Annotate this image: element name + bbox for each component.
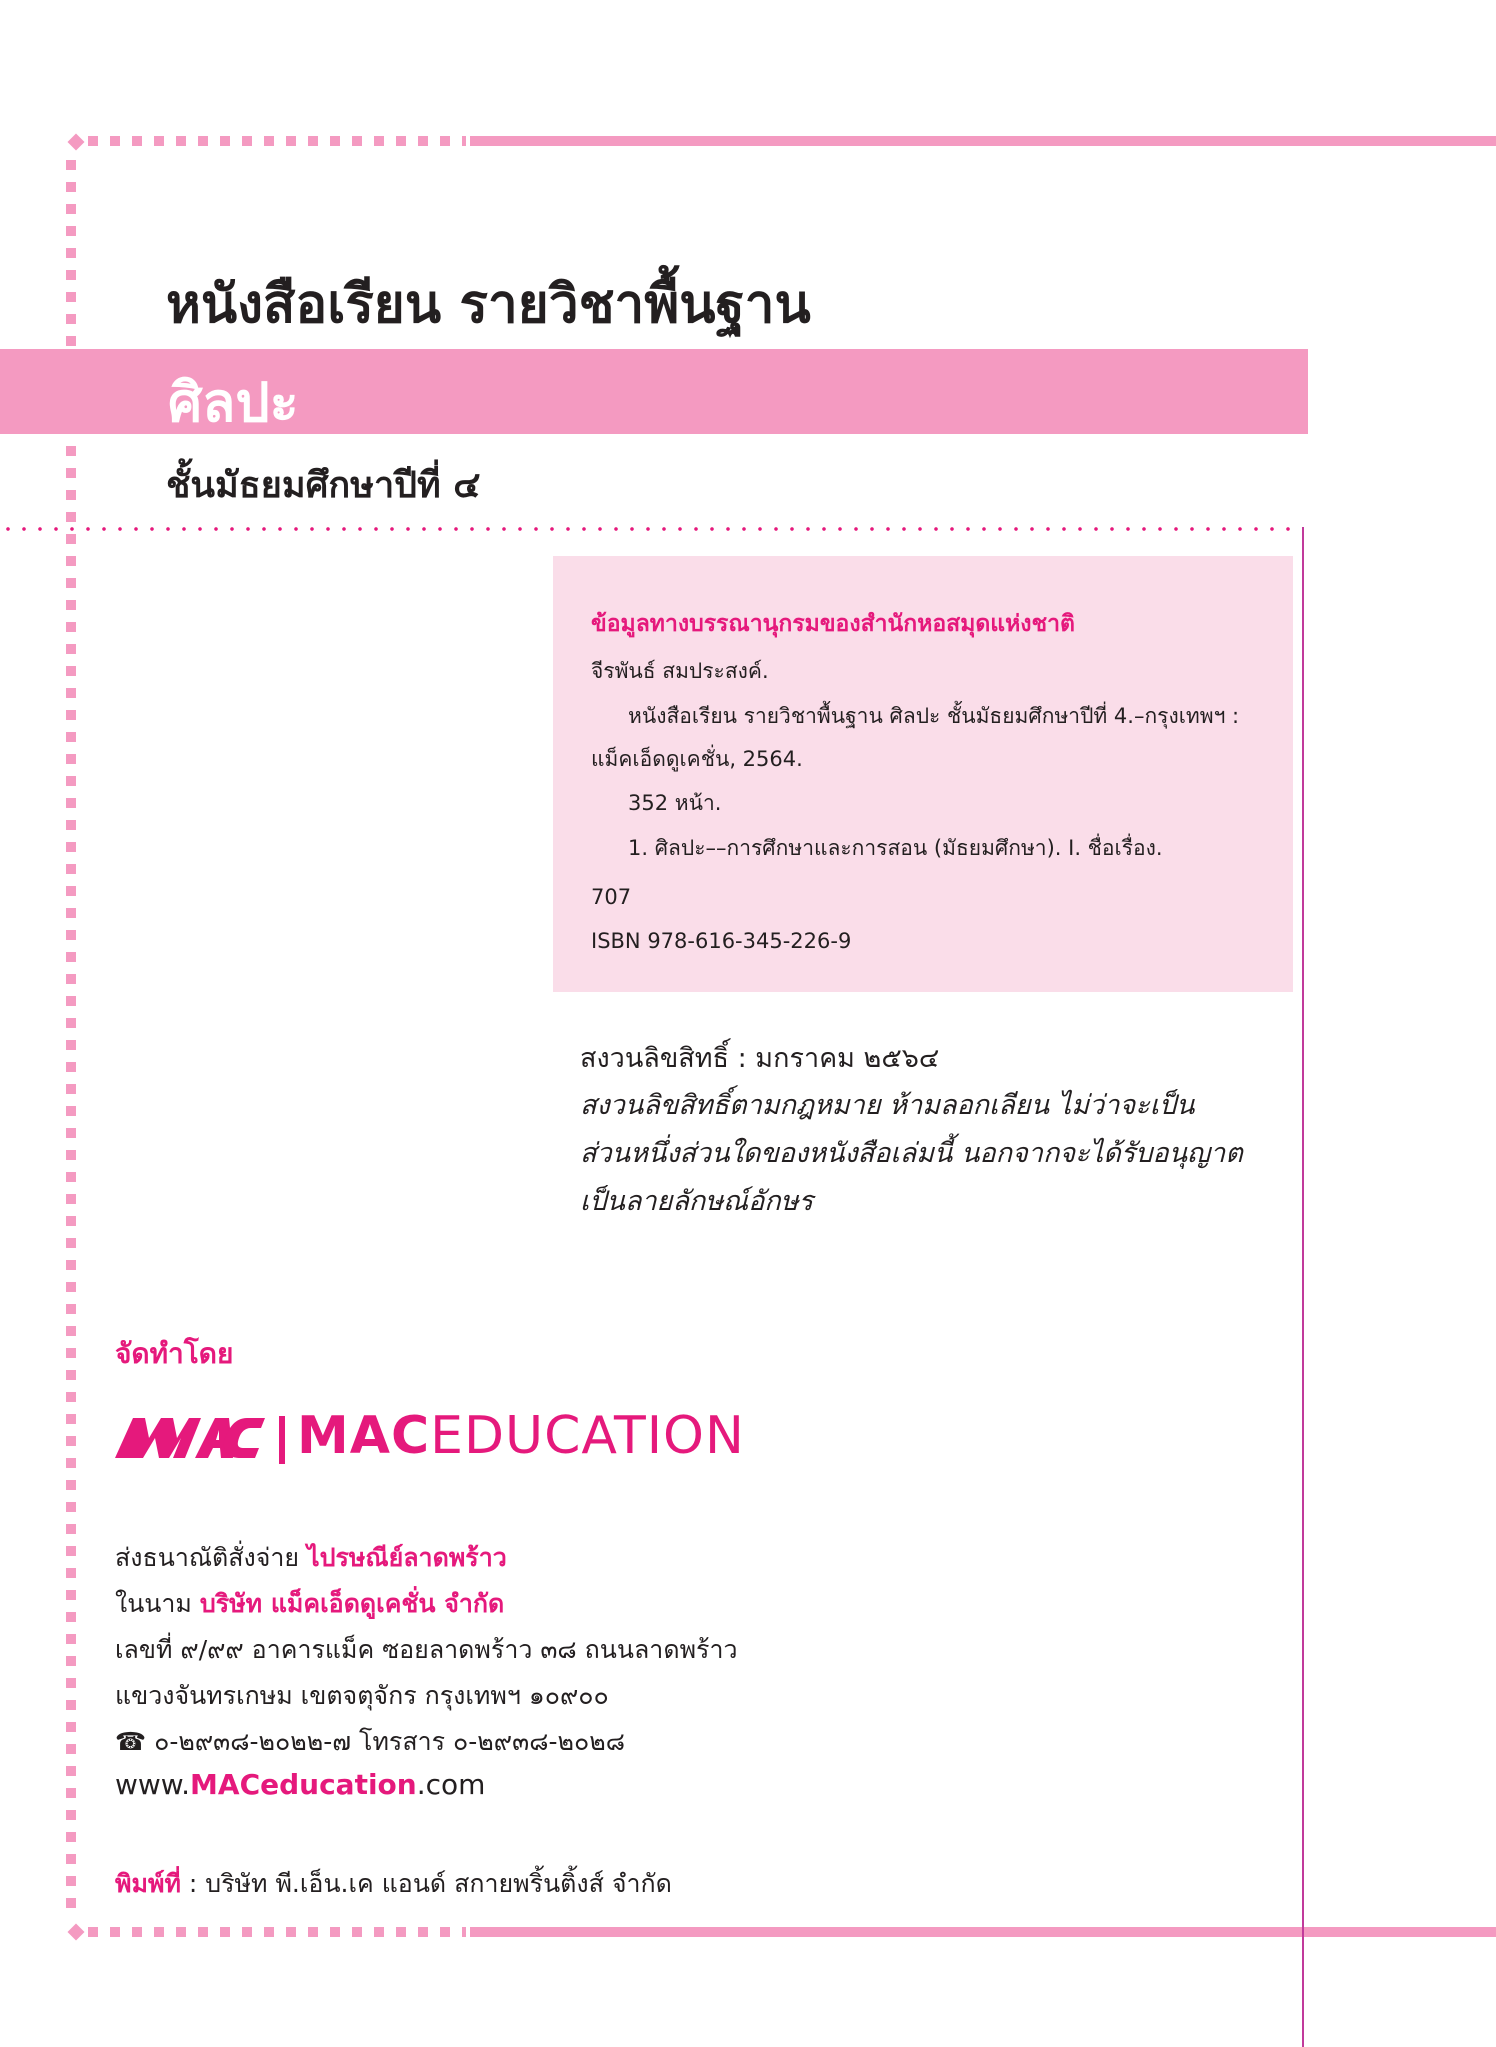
frame-corner-top <box>68 134 85 151</box>
frame-top-dashes <box>88 136 466 146</box>
address-line-1: เลขที่ ๙/๙๙ อาคารแม็ค ซอยลาดพร้าว ๓๘ ถนนลาดพร้าว <box>115 1635 738 1664</box>
cip-title-line-1: หนังสือเรียน รายวิชาพื้นฐาน ศิลปะ ชั้นมัธยมศึกษาปีที่ 4.–กรุงเทพฯ : <box>628 704 1240 728</box>
copyright-notice-1: สงวนลิขสิทธิ์ตามกฎหมาย ห้ามลอกเลียน ไม่ว่าจะเป็น <box>580 1090 1195 1121</box>
website-brand: MACeducation <box>190 1768 417 1801</box>
cip-subject: 1. ศิลปะ––การศึกษาและการสอน (มัธยมศึกษา). I. ชื่อเรื่อง. <box>628 836 1163 860</box>
printer-name: บริษัท พี.เอ็น.เค แอนด์ สกายพริ้นติ้งส์ จำกัด <box>205 1869 672 1898</box>
printer-line <box>115 1864 672 1904</box>
payee-prefix: ในนาม <box>115 1589 192 1618</box>
printer-separator: : <box>180 1869 206 1898</box>
cip-pages: 352 หน้า. <box>628 791 722 815</box>
logo-education-text: EDUCATION <box>430 1406 745 1466</box>
frame-corner-bottom <box>68 1924 85 1941</box>
cip-author: จีรพันธ์ สมประสงค์. <box>591 659 769 683</box>
printer-label: พิมพ์ที่ <box>115 1869 181 1898</box>
cip-class-number: 707 <box>591 885 632 909</box>
phone-icon: ☎ <box>115 1727 147 1756</box>
cip-heading: ข้อมูลทางบรรณานุกรมของสำนักหอสมุดแห่งชาติ <box>591 611 1075 637</box>
frame-top-line <box>470 136 1496 146</box>
copyright-notice-3: เป็นลายลักษณ์อักษร <box>580 1186 813 1217</box>
payee-name: บริษัท แม็คเอ็ดดูเคชั่น จำกัด <box>199 1589 505 1618</box>
website-prefix: www. <box>115 1768 191 1801</box>
money-order-line <box>115 1538 507 1578</box>
logo-wordmark <box>297 1406 745 1466</box>
producer-label: จัดทำโดย <box>115 1337 234 1370</box>
address-line-2: แขวงจันทรเกษม เขตจตุจักร กรุงเทพฯ ๑๐๙๐๐ <box>115 1681 609 1710</box>
money-order-office: ไปรษณีย์ลาดพร้าว <box>307 1543 507 1572</box>
cip-isbn: ISBN 978-616-345-226-9 <box>591 929 852 953</box>
subject-title: ศิลปะ <box>168 371 299 434</box>
phone-numbers: ๐-๒๙๓๘-๒๐๒๒-๗ โทรสาร ๐-๒๙๓๘-๒๐๒๘ <box>154 1727 626 1756</box>
logo-mac-text: MAC <box>297 1406 431 1466</box>
logo-divider <box>279 1416 285 1464</box>
payee-line <box>115 1584 504 1624</box>
phone-line <box>115 1722 625 1762</box>
right-rule <box>1302 527 1304 2047</box>
mac-education-logo <box>115 1402 765 1472</box>
cip-title-line-2: แม็คเอ็ดดูเคชั่น, 2564. <box>591 747 803 771</box>
mac-logo-icon <box>115 1414 267 1460</box>
copyright-date: สงวนลิขสิทธิ์ : มกราคม ๒๕๖๔ <box>580 1043 940 1074</box>
grade-level: ชั้นมัธยมศึกษาปีที่ ๔ <box>166 465 481 506</box>
website-url[interactable] <box>115 1768 485 1801</box>
frame-bottom-line <box>470 1927 1496 1937</box>
dotted-divider <box>0 527 1304 531</box>
frame-bottom-dashes <box>88 1927 466 1937</box>
copyright-notice-2: ส่วนหนึ่งส่วนใดของหนังสือเล่มนี้ นอกจากจะได้รับอนุญาต <box>580 1138 1243 1169</box>
book-title: หนังสือเรียน รายวิชาพื้นฐาน <box>166 274 811 335</box>
website-suffix: .com <box>416 1768 486 1801</box>
money-order-prefix: ส่งธนาณัติสั่งจ่าย <box>115 1543 300 1572</box>
